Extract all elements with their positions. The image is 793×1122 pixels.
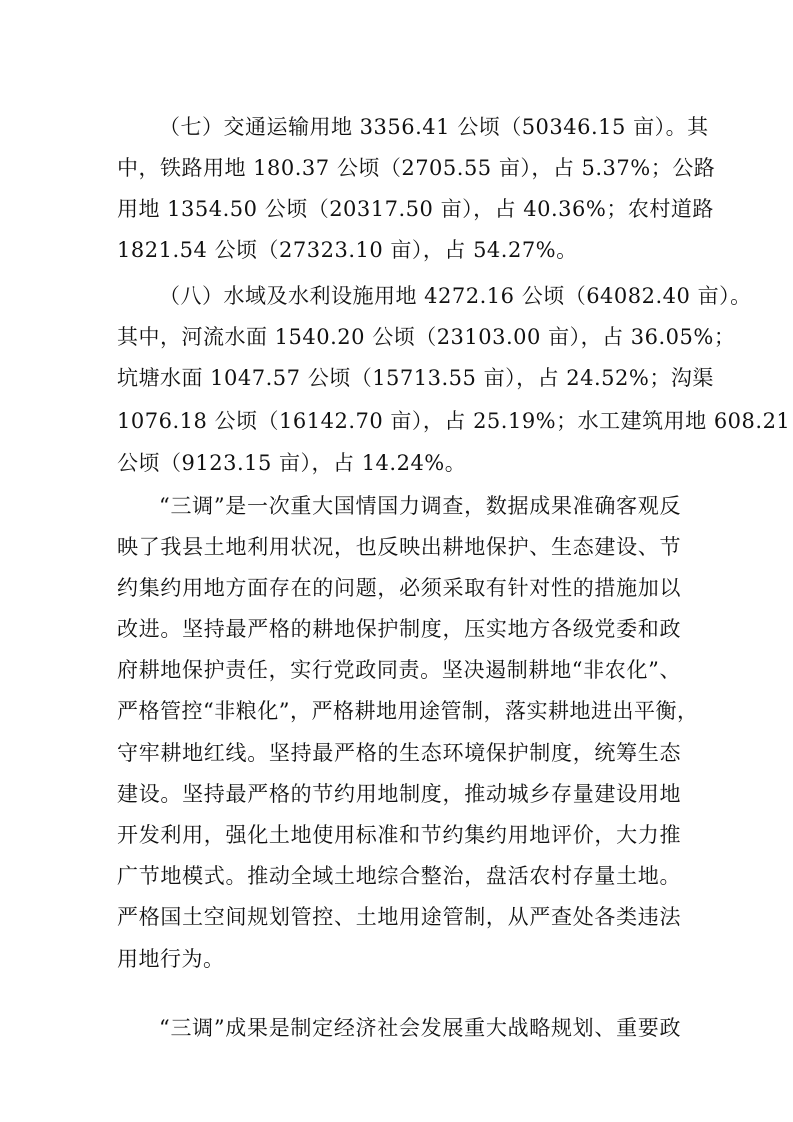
- text-line: 开发利用，强化土地使用标准和节约集约用地评价，大力推: [117, 823, 681, 847]
- text-line: 1821.54 公顷（27323.10 亩），占 54.27%。: [117, 238, 578, 262]
- text-line: 建设。坚持最严格的节约用地制度，推动城乡存量建设用地: [117, 782, 681, 806]
- text-line: 公顷（9123.15 亩），占 14.24%。: [117, 451, 467, 475]
- text-line: 映了我县土地利用状况，也反映出耕地保护、生态建设、节: [117, 535, 681, 559]
- text-line: 守牢耕地红线。坚持最严格的生态环境保护制度，统筹生态: [117, 741, 681, 765]
- text-line: 约集约用地方面存在的问题，必须采取有针对性的措施加以: [117, 576, 681, 600]
- text-line: （八）水域及水利设施用地 4272.16 公顷（64082.40 亩）。: [159, 284, 752, 308]
- text-line: 府耕地保护责任，实行党政同责。坚决遏制耕地“非农化”、: [117, 658, 681, 682]
- text-line: “三调”成果是制定经济社会发展重大战略规划、重要政: [159, 1016, 681, 1040]
- text-line: 广节地模式。推动全域土地综合整治，盘活农村存量土地。: [117, 864, 681, 888]
- text-line: 改进。坚持最严格的耕地保护制度，压实地方各级党委和政: [117, 617, 681, 641]
- text-line: 用地行为。: [117, 947, 225, 971]
- text-line: 中，铁路用地 180.37 公顷（2705.55 亩），占 5.37%；公路: [117, 156, 716, 180]
- text-line: “三调”是一次重大国情国力调查，数据成果准确客观反: [159, 494, 681, 518]
- text-line: 1076.18 公顷（16142.70 亩），占 25.19%；水工建筑用地 608.21: [117, 409, 791, 433]
- text-line: 用地 1354.50 公顷（20317.50 亩），占 40.36%；农村道路: [117, 197, 714, 221]
- text-line: 严格国土空间规划管控、土地用途管制，从严查处各类违法: [117, 905, 681, 929]
- text-line: 严格管控“非粮化”，严格耕地用途管制，落实耕地进出平衡，: [117, 699, 699, 723]
- text-line: （七）交通运输用地 3356.41 公顷（50346.15 亩）。其: [159, 115, 709, 139]
- text-line: 其中，河流水面 1540.20 公顷（23103.00 亩），占 36.05%；: [117, 325, 736, 349]
- text-line: 坑塘水面 1047.57 公顷（15713.55 亩），占 24.52%；沟渠: [117, 366, 714, 390]
